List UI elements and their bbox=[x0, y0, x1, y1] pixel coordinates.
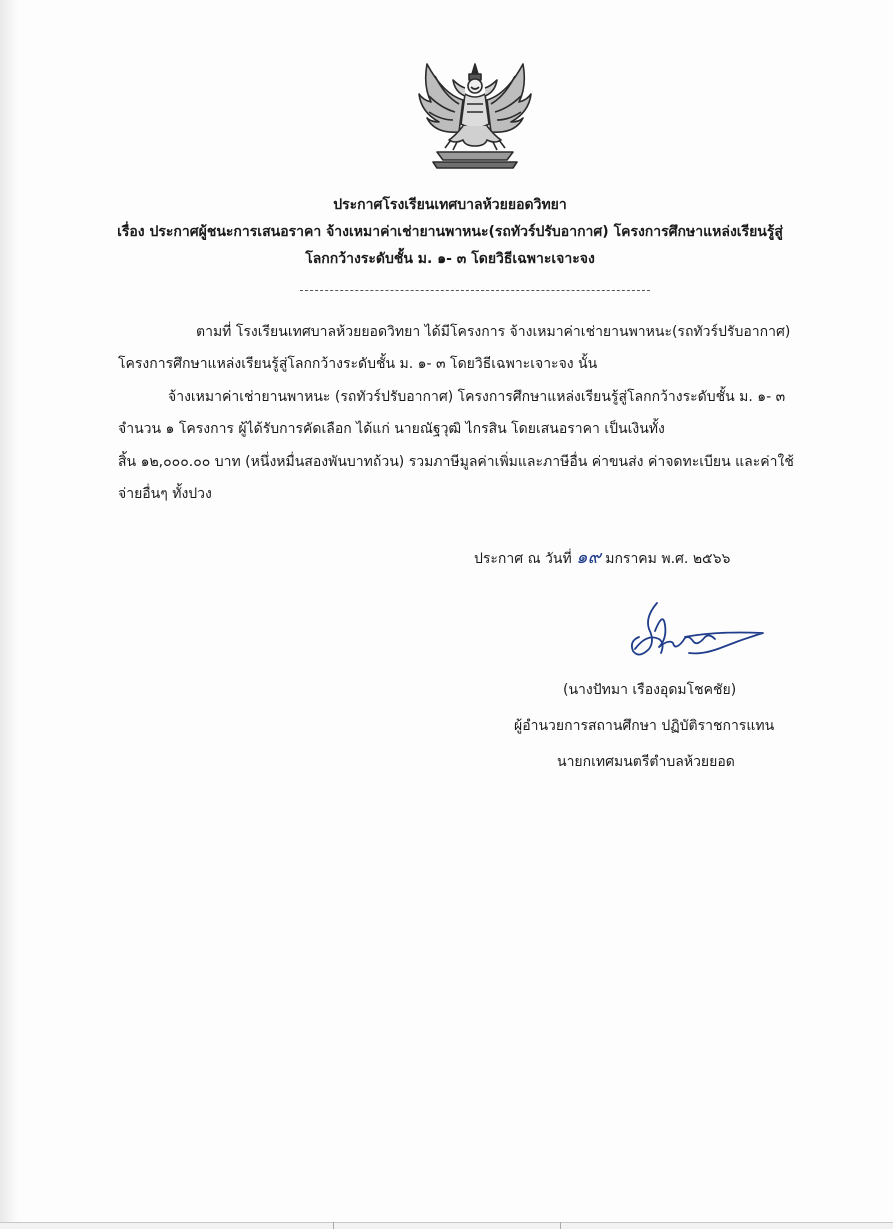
paragraph-2-line-4: จ่ายอื่นๆ ทั้งปวง bbox=[118, 486, 212, 502]
paragraph-1-line-2: โครงการศึกษาแหล่งเรียนรู้สู่โลกกว้างระดับชั้น ม. ๑- ๓ โดยวิธีเฉพาะเจาะจง นั้น bbox=[118, 356, 598, 372]
date-day-handwritten: ๑๙ bbox=[576, 547, 601, 568]
paragraph-1-line-1: ตามที่ โรงเรียนเทศบาลห้วยยอดวิทยา ได้มีโครงการ จ้างเหมาค่าเช่ายานพาหนะ(รถทัวร์ปรับอากาศ) bbox=[196, 324, 791, 340]
scan-edge-shadow bbox=[0, 0, 18, 1229]
paragraph-2-line-3: สิ้น ๑๒,๐๐๐.๐๐ บาท (หนึ่งหมื่นสองพันบาทถ้วน) รวมภาษีมูลค่าเพิ่มและภาษีอื่น ค่าขนส่ง ค่าจดทะเบียน และค่าใช้ bbox=[118, 454, 794, 470]
paragraph-2-line-1: จ้างเหมาค่าเช่ายานพาหนะ (รถทัวร์ปรับอากาศ) โครงการศึกษาแหล่งเรียนรู้สู่โลกกว้างระดับชั้น ม. ๑- ๓ bbox=[168, 389, 786, 405]
title-divider bbox=[300, 290, 650, 291]
date-prefix: ประกาศ ณ วันที่ bbox=[474, 551, 572, 567]
scan-tick-mark bbox=[560, 1222, 561, 1229]
signatory-position-2: นายกเทศมนตรีตำบลห้วยยอด bbox=[557, 754, 735, 770]
announcement-title bbox=[60, 192, 840, 273]
scan-tick-mark bbox=[333, 1222, 334, 1229]
signature-icon bbox=[615, 597, 775, 672]
title-line-3: โลกกว้างระดับชั้น ม. ๑- ๓ โดยวิธีเฉพาะเจาะจง bbox=[305, 251, 595, 267]
date-month-year: มกราคม พ.ศ. ๒๕๖๖ bbox=[605, 551, 731, 567]
title-line-1: ประกาศโรงเรียนเทศบาลห้วยยอดวิทยา bbox=[333, 197, 567, 213]
scan-bottom-edge bbox=[0, 1222, 893, 1229]
title-line-2: เรื่อง ประกาศผู้ชนะการเสนอราคา จ้างเหมาค่าเช่ายานพาหนะ(รถทัวร์ปรับอากาศ) โครงการศึกษาแหล่งเรียนรู้สู่ bbox=[117, 224, 783, 240]
paragraph-2-line-2: จำนวน ๑ โครงการ ผู้ได้รับการคัดเลือก ได้แก่ นายณัฐวุฒิ ไกรสิน โดยเสนอราคา เป็นเงินทั้ง bbox=[118, 421, 665, 437]
garuda-emblem-icon bbox=[415, 60, 535, 172]
announcement-date bbox=[474, 548, 730, 569]
signatory-name: (นางปัทมา เรืองอุดมโชคชัย) bbox=[563, 682, 737, 698]
signatory-position-1: ผู้อำนวยการสถานศึกษา ปฏิบัติราชการแทน bbox=[514, 718, 775, 734]
